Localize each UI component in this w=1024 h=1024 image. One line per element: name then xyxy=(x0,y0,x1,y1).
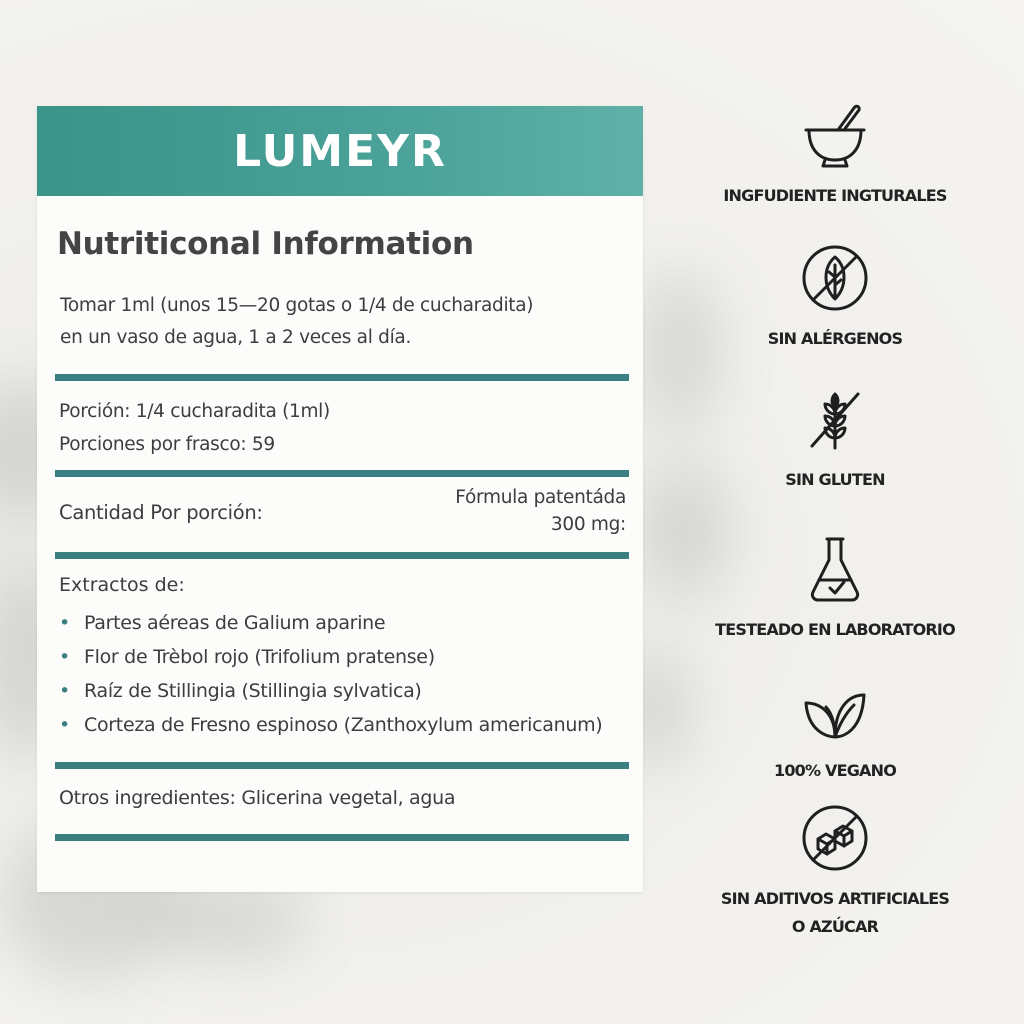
no-allergen-leaf-icon xyxy=(798,243,872,313)
feature-label-line: O AZÚCAR xyxy=(791,917,879,936)
amount-per-serving: Cantidad Por porción: xyxy=(59,501,263,524)
feature-gluten-free xyxy=(700,384,970,494)
section-divider xyxy=(55,374,629,381)
extracts-list xyxy=(59,606,602,742)
directions-line: en un vaso de agua, 1 a 2 veces al día. xyxy=(60,327,412,348)
formula-label: Fórmula patentáda xyxy=(455,487,626,508)
serving-size: Porción: 1/4 cucharadita (1ml) xyxy=(59,401,330,422)
feature-label: SIN GLUTEN xyxy=(785,470,885,489)
feature-lab-tested xyxy=(700,534,970,644)
mortar-pestle-icon xyxy=(798,100,872,170)
serving-info xyxy=(59,395,330,461)
feature-natural-ingredients xyxy=(700,100,970,210)
list-item: • Flor de Trèbol rojo (Trifolium pratense) xyxy=(59,640,602,674)
list-item: • Corteza de Fresno espinoso (Zanthoxylum americanum) xyxy=(59,708,602,742)
section-divider xyxy=(55,834,629,841)
feature-label-line: SIN ADITIVOS ARTIFICIALES xyxy=(720,889,950,908)
feature-label: TESTEADO EN LABORATORIO xyxy=(715,620,955,639)
list-item: • Partes aéreas de Galium aparine xyxy=(59,606,602,640)
other-ingredients: Otros ingredientes: Glicerina vegetal, agua xyxy=(59,787,456,809)
no-gluten-wheat-icon xyxy=(798,384,872,454)
vegan-leaves-icon xyxy=(798,675,872,745)
directions-line: Tomar 1ml (unos 15—20 gotas o 1/4 de cucharadita) xyxy=(60,295,534,316)
no-sugar-cubes-icon xyxy=(798,803,872,873)
feature-label xyxy=(700,885,970,941)
background-shadow xyxy=(150,880,310,960)
feature-badges xyxy=(700,0,970,1024)
feature-vegan xyxy=(700,675,970,785)
directions-text xyxy=(60,290,640,354)
feature-label: SIN ALÉRGENOS xyxy=(767,329,903,348)
brand-name: LUMEYR xyxy=(233,125,447,177)
lab-flask-check-icon xyxy=(798,534,872,604)
section-divider xyxy=(55,552,629,559)
list-item: • Raíz de Stillingia (Stillingia sylvatica) xyxy=(59,674,602,708)
feature-no-allergens xyxy=(700,243,970,353)
formula-amount xyxy=(455,484,626,538)
feature-label: 100% VEGANO xyxy=(773,761,897,780)
label-header xyxy=(37,106,643,196)
servings-per-bottle: Porciones por frasco: 59 xyxy=(59,434,275,455)
section-divider xyxy=(55,762,629,769)
section-divider xyxy=(55,470,629,477)
feature-label: INGFUDIENTE INGTURALES xyxy=(723,186,947,205)
feature-no-additives xyxy=(700,803,970,941)
formula-value: 300 mg: xyxy=(550,514,626,535)
extracts-title: Extractos de: xyxy=(59,574,185,596)
label-title: Nutriticonal Information xyxy=(57,226,474,262)
nutrition-label-card xyxy=(37,106,643,892)
